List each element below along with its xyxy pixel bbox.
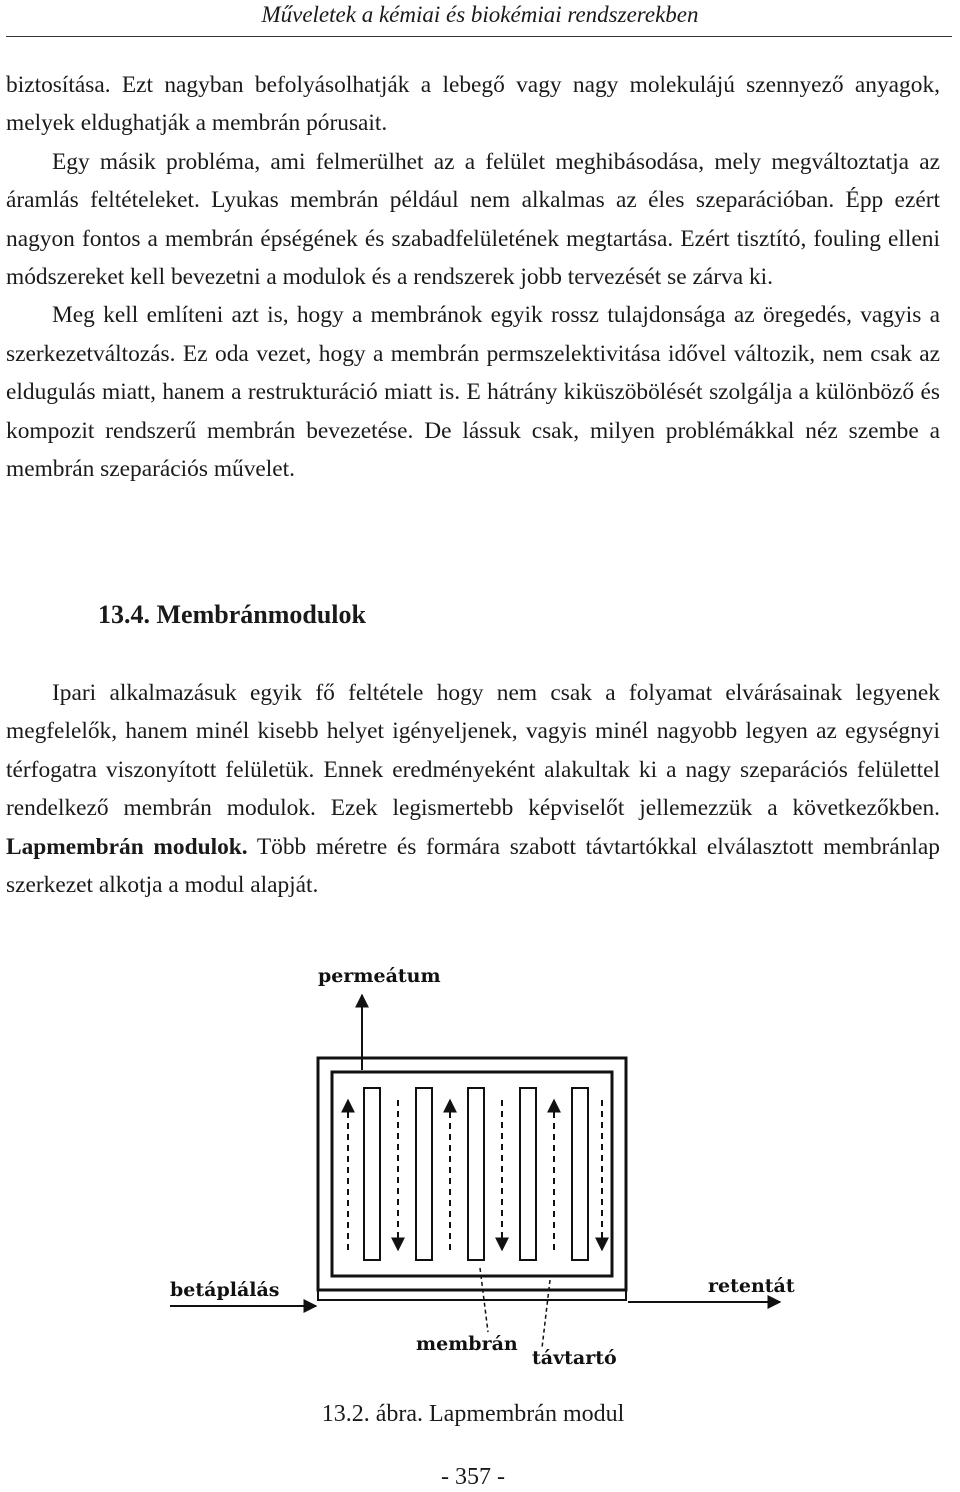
membrane-plate <box>520 1088 536 1260</box>
membrane-plate <box>416 1088 432 1260</box>
label-membrane: membrán <box>416 1333 518 1355</box>
figure-caption: 13.2. ábra. Lapmembrán modul <box>321 1401 625 1427</box>
paragraph-4 <box>6 674 940 904</box>
label-feed: betáplálás <box>170 1279 280 1301</box>
bold-term: Lapmembrán modulok. <box>6 833 248 860</box>
running-header: Műveletek a kémiai és biokémiai rendszerekben <box>261 2 699 27</box>
paragraph-4-continuation: Több méretre és formára szabott távtartókkal elválasztott membránlap szerkezet alkotja a modul alapját. <box>6 833 940 899</box>
membrane-plate <box>572 1088 588 1260</box>
paragraph-1: biztosítása. Ezt nagyban befolyásolhatják a lebegő vagy nagy molekulájú szennyező anyagok, melyek eldughatják a membrán pórusait. <box>6 72 940 137</box>
paragraph-2: Egy másik probléma, ami felmerülhet az a felület meghibásodása, mely megváltoztatja az áramlás feltételeket. Lyukas membrán például nem alkalmas az éles szeparációban. Épp ezért nagyon fontos a membrán épségének és szabadfelületének megtartása. Ezért tisztító, fouling elleni módszereket kell bevezetni a modulok és a rendszerek jobb tervezését se zárva ki. <box>6 148 940 291</box>
label-spacer: távtartó <box>532 1347 617 1369</box>
paragraph-4-text: Ipari alkalmazásuk egyik fő feltétele hogy nem csak a folyamat elvárásainak legyenek megfelelők, hanem minél kisebb helyet igényeljenek, vagyis minél nagyobb legyen az egységnyi térfogatra viszonyított felületük. Ennek eredményeként alakultak ki a nagy szeparációs felülettel rendelkező membrán modulok. Ezek legismertebb képviselőt jellemezzük a következőkben. <box>6 680 940 822</box>
label-retentate: retentát <box>708 1275 795 1297</box>
section-text-block <box>6 674 940 904</box>
paragraph-3: Meg kell említeni azt is, hogy a membránok egyik rossz tulajdonsága az öregedés, vagyis a szerkezetváltozás. Ez oda vezet, hogy a membrán permszelektivitása idővel változik, nem csak az eldugulás miatt, hanem a restrukturáció miatt is. E hátrány kiküszöbölését szolgálja a különböző és kompozit rendszerű membrán bevezetése. De lássuk csak, milyen problémákkal néz szembe a membrán szeparációs művelet. <box>6 302 940 483</box>
label-permeate: permeátum <box>318 965 441 987</box>
membrane-plate <box>364 1088 380 1260</box>
page-number: - 357 - <box>441 1464 505 1490</box>
membrane-plate <box>468 1088 484 1260</box>
section-heading: 13.4. Membránmodulok <box>98 600 366 629</box>
flat-membrane-module-figure <box>140 950 820 1380</box>
top-text-block <box>6 66 940 488</box>
header-divider <box>6 36 952 37</box>
